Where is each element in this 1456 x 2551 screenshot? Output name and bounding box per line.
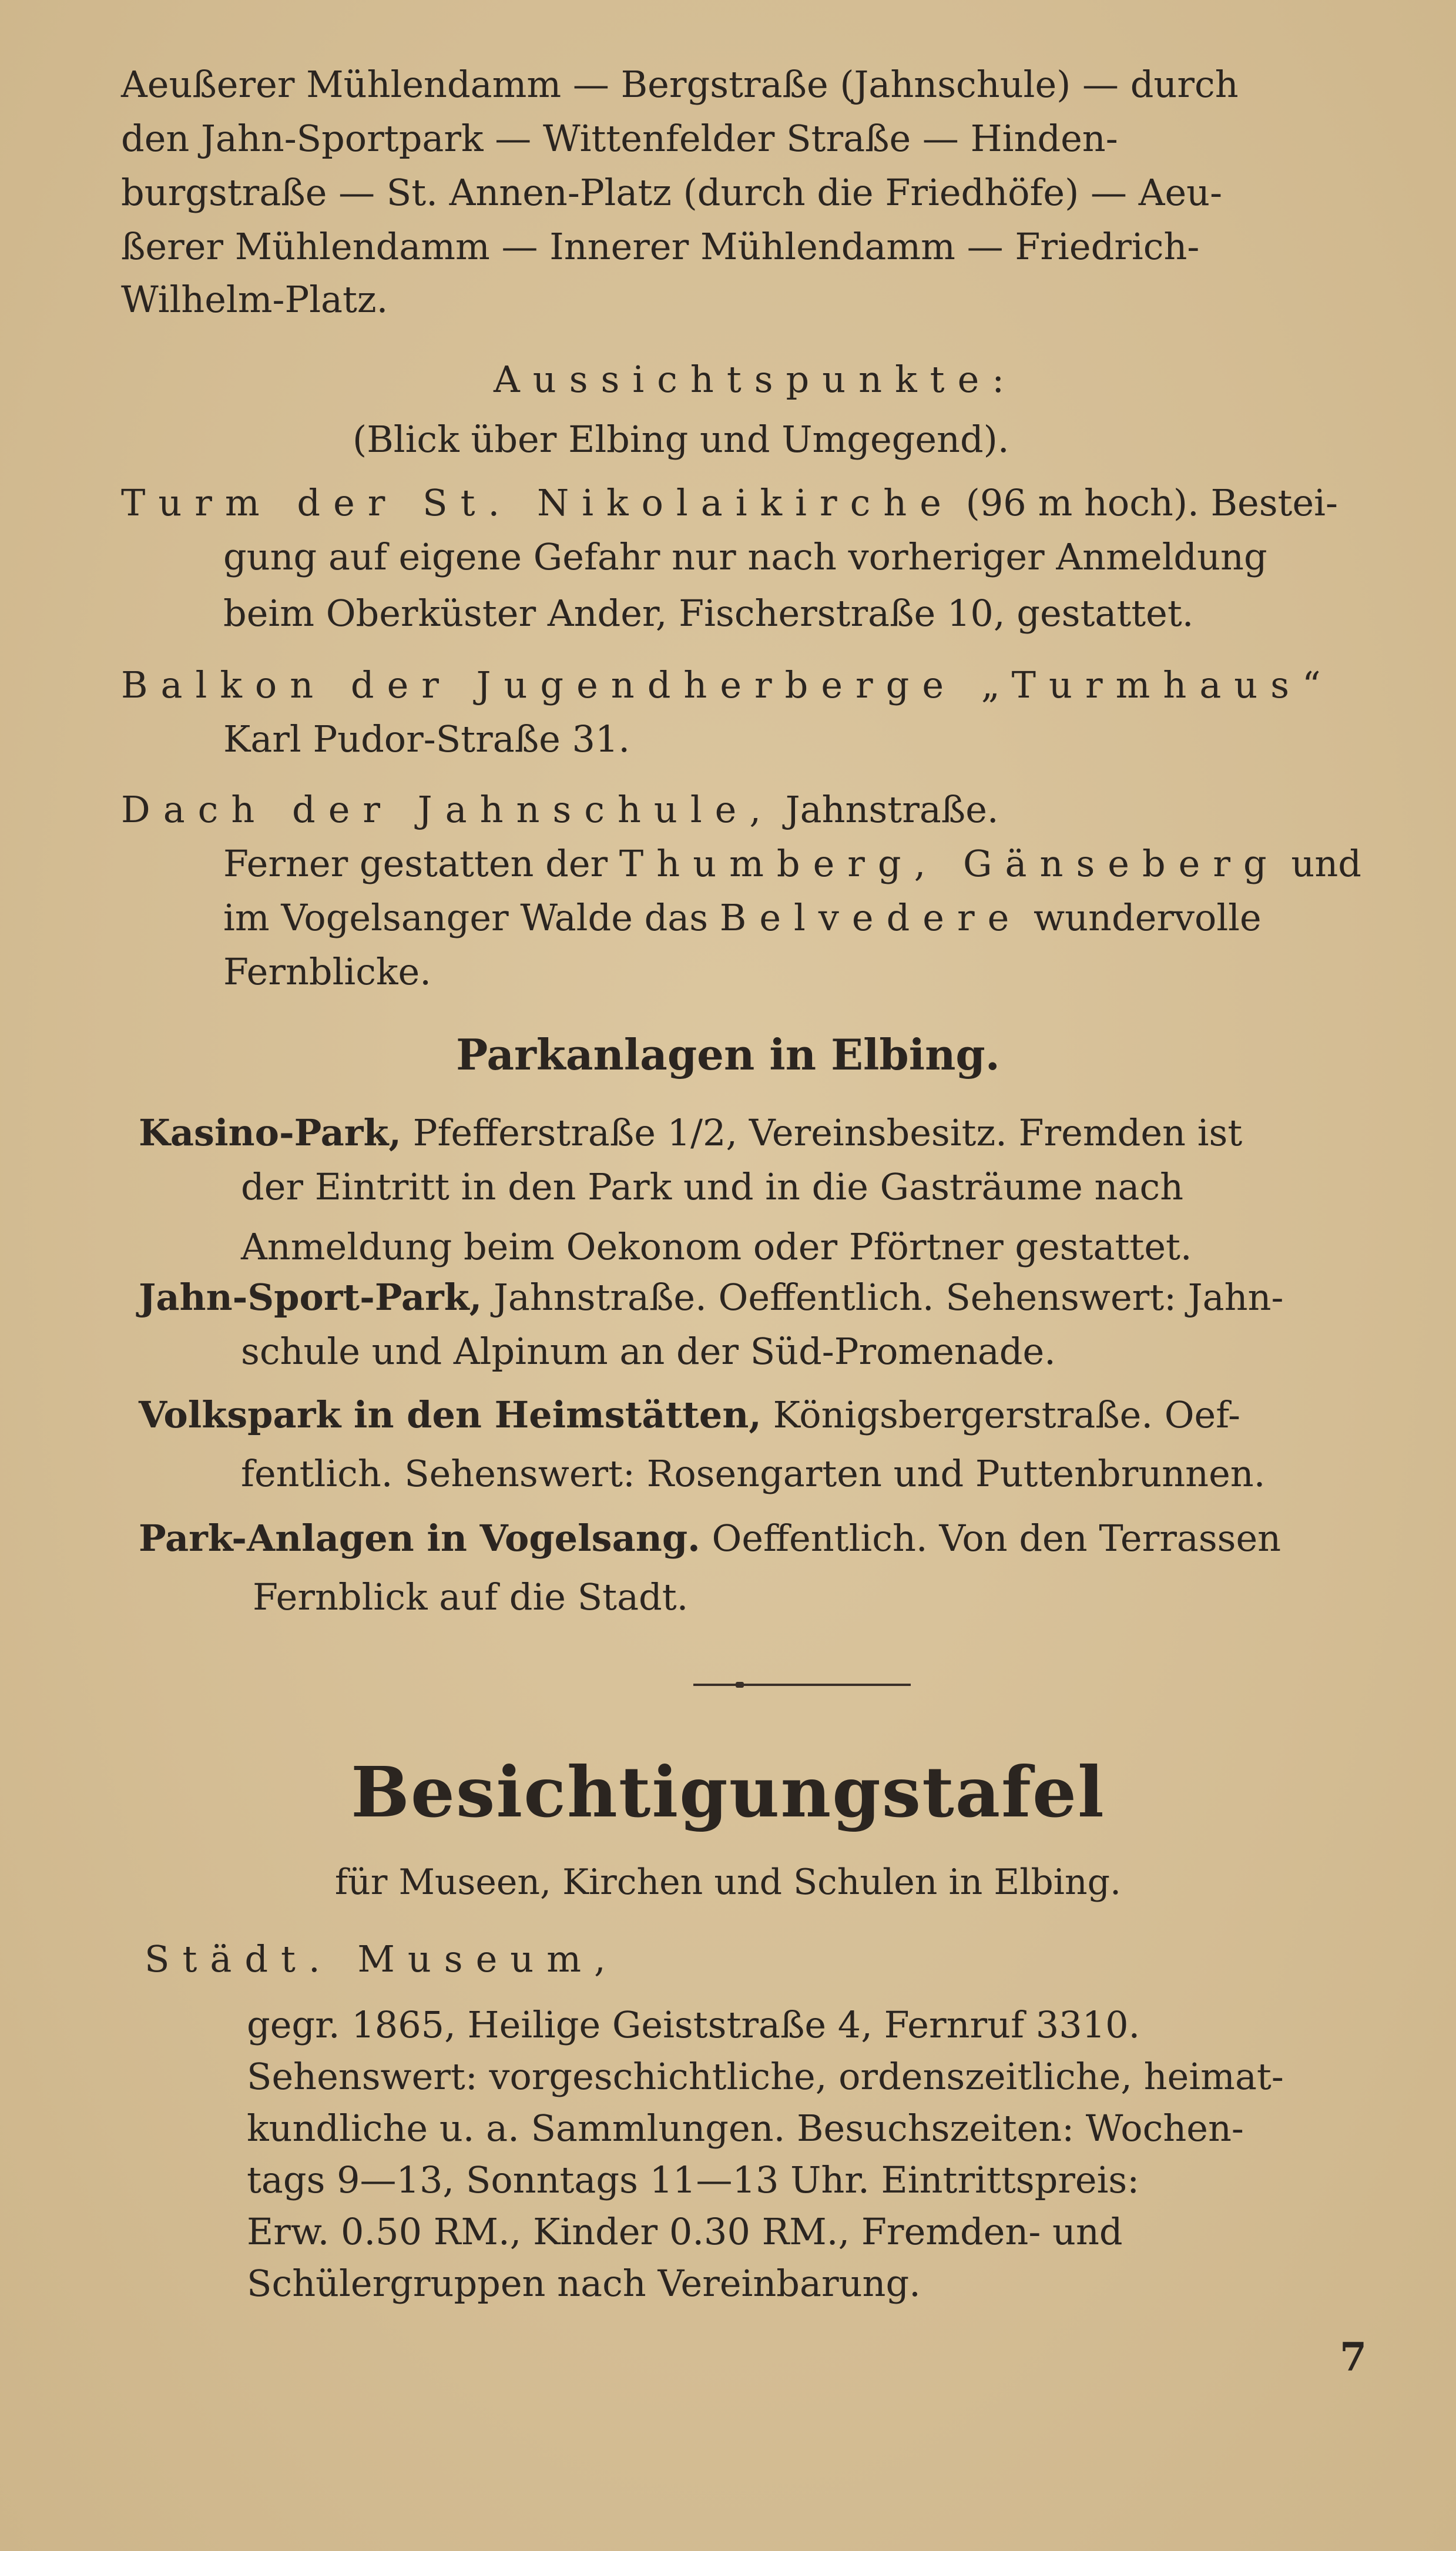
viewpoint-1-name: Turm der St. Nikolaikirche <box>121 481 954 524</box>
park-2 <box>139 1269 1283 1326</box>
viewpoint-3-line-3-b: Belvedere <box>719 896 1022 939</box>
section-divider <box>693 1684 911 1686</box>
park-3-name: Volkspark in den Heimstätten, <box>139 1393 761 1436</box>
viewpoint-3-line-2 <box>223 836 1361 892</box>
park-3-rest: Königsbergerstraße. Oef- <box>773 1393 1240 1436</box>
viewpoint-3-rest: Jahnstraße. <box>785 788 999 831</box>
park-4 <box>139 1510 1281 1567</box>
viewpoint-3-line-3-c: wundervolle <box>1034 896 1262 939</box>
park-1 <box>139 1105 1242 1161</box>
route-line-4: ßerer Mühlendamm — Innerer Mühlendamm — Friedrich- <box>121 225 1200 268</box>
museum-line-5: Erw. 0.50 RM., Kinder 0.30 RM., Fremden- und <box>247 2210 1123 2253</box>
viewpoint-2-name: Balkon der Jugendherberge „Turmhaus“ <box>121 663 1334 706</box>
museum-line-4: tags 9—13, Sonntags 11—13 Uhr. Eintrittspreis: <box>247 2158 1140 2201</box>
park-1-name: Kasino-Park, <box>139 1111 402 1154</box>
viewpoint-3-line-2-a: Ferner gestatten der <box>223 842 608 885</box>
sightseeing-subtitle: für Museen, Kirchen und Schulen in Elbing. <box>334 1862 1122 1903</box>
viewpoint-1-line-3: beim Oberküster Ander, Fischerstraße 10, gestattet. <box>223 592 1194 635</box>
park-1-line-3: Anmeldung beim Oekonom oder Pförtner gestattet. <box>241 1225 1192 1268</box>
viewpoint-3-line-3 <box>223 890 1262 946</box>
viewpoint-1-line-2: gung auf eigene Gefahr nur nach vorheriger Anmeldung <box>223 535 1267 578</box>
park-2-name: Jahn-Sport-Park, <box>139 1276 482 1319</box>
museum-line-1: gegr. 1865, Heilige Geiststraße 4, Fernruf 3310. <box>247 2003 1140 2046</box>
museum-line-3: kundliche u. a. Sammlungen. Besuchszeiten: Wochen- <box>247 2107 1244 2150</box>
parks-heading: Parkanlagen in Elbing. <box>456 1030 1000 1080</box>
park-2-rest: Jahnstraße. Oeffentlich. Sehenswert: Jahn- <box>493 1276 1284 1319</box>
viewpoints-heading: Aussichtspunkte: <box>494 358 1018 401</box>
park-2-line-2: schule und Alpinum an der Süd-Promenade. <box>241 1330 1056 1373</box>
route-line-1: Aeußerer Mühlendamm — Bergstraße (Jahnschule) — durch <box>121 63 1239 106</box>
viewpoint-2-line-2: Karl Pudor-Straße 31. <box>223 718 630 760</box>
viewpoint-3-line-2-c: und <box>1291 842 1361 885</box>
park-3 <box>139 1387 1240 1443</box>
sightseeing-title: Besichtigungstafel <box>351 1751 1105 1833</box>
viewpoint-3-line-3-a: im Vogelsanger Walde das <box>223 896 709 939</box>
park-1-line-2: der Eintritt in den Park und in die Gasträume nach <box>241 1165 1184 1208</box>
museum-line-6: Schülergruppen nach Vereinbarung. <box>247 2262 921 2305</box>
divider-ornament <box>736 1682 744 1688</box>
route-line-5: Wilhelm-Platz. <box>121 278 388 321</box>
viewpoint-3 <box>121 782 999 838</box>
page-number: 7 <box>1340 2334 1367 2380</box>
viewpoint-1-rest: (96 m hoch). Bestei- <box>965 481 1338 524</box>
park-1-rest: Pfefferstraße 1/2, Vereinsbesitz. Fremden ist <box>412 1111 1243 1154</box>
viewpoint-3-line-2-b: Thumberg, Gänseberg <box>619 842 1280 885</box>
museum-name: Städt. Museum, <box>145 1937 619 1980</box>
museum-line-2: Sehenswert: vorgeschichtliche, ordenszeitliche, heimat- <box>247 2055 1284 2098</box>
route-line-2: den Jahn-Sportpark — Wittenfelder Straße — Hinden- <box>121 117 1118 160</box>
viewpoint-3-name: Dach der Jahnschule, <box>121 788 774 831</box>
route-line-3: burgstraße — St. Annen-Platz (durch die Friedhöfe) — Aeu- <box>121 171 1223 214</box>
park-4-rest: Oeffentlich. Von den Terrassen <box>712 1517 1281 1560</box>
viewpoint-1 <box>121 475 1338 531</box>
viewpoints-subheading: (Blick über Elbing und Umgegend). <box>353 418 1009 461</box>
viewpoint-3-line-4: Fernblicke. <box>223 950 431 993</box>
park-3-line-2: fentlich. Sehenswert: Rosengarten und Puttenbrunnen. <box>241 1452 1266 1495</box>
park-4-line-2: Fernblick auf die Stadt. <box>253 1575 689 1618</box>
park-4-name: Park-Anlagen in Vogelsang. <box>139 1517 700 1560</box>
